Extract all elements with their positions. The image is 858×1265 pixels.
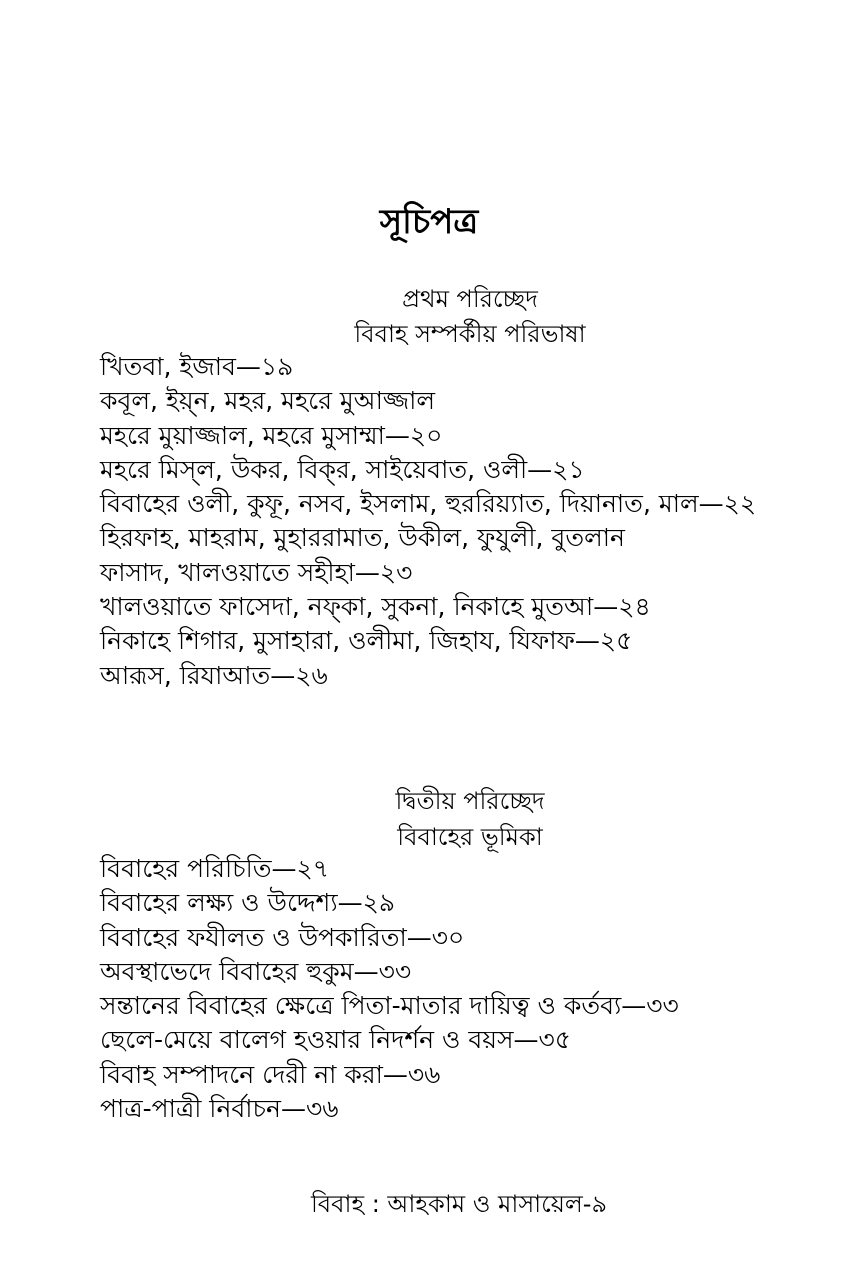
toc-entry: আরূস, রিযাআত—২৬ <box>100 660 328 690</box>
toc-list-second <box>100 852 679 1126</box>
toc-entry: ছেলে-মেয়ে বালেগ হওয়ার নিদর্শন ও বয়স—৩৫ <box>100 1025 571 1055</box>
toc-entry: বিবাহের লক্ষ্য ও উদ্দেশ্য—২৯ <box>100 888 396 918</box>
toc-entry: হিরফাহ, মাহরাম, মুহাররামাত, উকীল, ফুযুলী, বুতলান <box>100 523 625 553</box>
toc-entry: বিবাহ সম্পাদনে দেরী না করা—৩৬ <box>100 1059 441 1089</box>
toc-entry: নিকাহে শিগার, মুসাহারা, ওলীমা, জিহায, যিফাফ—২৫ <box>100 626 633 656</box>
chapter-title-second: বিবাহের ভূমিকা <box>397 823 543 851</box>
toc-entry: অবস্থাভেদে বিবাহের হুকুম—৩৩ <box>100 956 412 986</box>
toc-entry: কবূল, ইয়্ন, মহর, মহরে মুআজ্জাল <box>100 386 436 416</box>
page-title: সূচিপত্র <box>379 202 479 242</box>
toc-entry: খালওয়াতে ফাসেদা, নফ্‌কা, সুকনা, নিকাহে মুতআ—২৪ <box>100 592 651 622</box>
chapter-label-first: প্রথম পরিচ্ছেদ <box>402 285 538 313</box>
toc-entry: ফাসাদ, খালওয়াতে সহীহা—২৩ <box>100 557 413 587</box>
chapter-label-second: দ্বিতীয় পরিচ্ছেদ <box>395 787 545 815</box>
toc-entry: বিবাহের ফযীলত ও উপকারিতা—৩০ <box>100 922 465 952</box>
chapter-title-first: বিবাহ সম্পর্কীয় পরিভাষা <box>354 320 586 348</box>
toc-entry: পাত্র-পাত্রী নির্বাচন—৩৬ <box>100 1094 339 1124</box>
toc-entry: বিবাহের পরিচিতি—২৭ <box>100 854 330 883</box>
toc-list-first <box>100 350 756 693</box>
page-footer: বিবাহ : আহকাম ও মাসায়েল-৯ <box>310 1190 608 1218</box>
toc-entry: মহরে মিস্‌ল, উকর, বিক্‌র, সাইয়েবাত, ওলী—২১ <box>100 454 585 484</box>
toc-entry: খিতবা, ইজাব—১৯ <box>100 352 294 381</box>
toc-entry: বিবাহের ওলী, কুফূ, নসব, ইসলাম, হুররিয়্যাত, দিয়ানাত, মাল—২২ <box>100 489 757 519</box>
toc-entry: সন্তানের বিবাহের ক্ষেত্রে পিতা-মাতার দায়িত্ব ও কর্তব্য—৩৩ <box>100 991 679 1021</box>
toc-entry: মহরে মুয়াজ্জাল, মহরে মুসাম্মা—২০ <box>100 420 443 450</box>
